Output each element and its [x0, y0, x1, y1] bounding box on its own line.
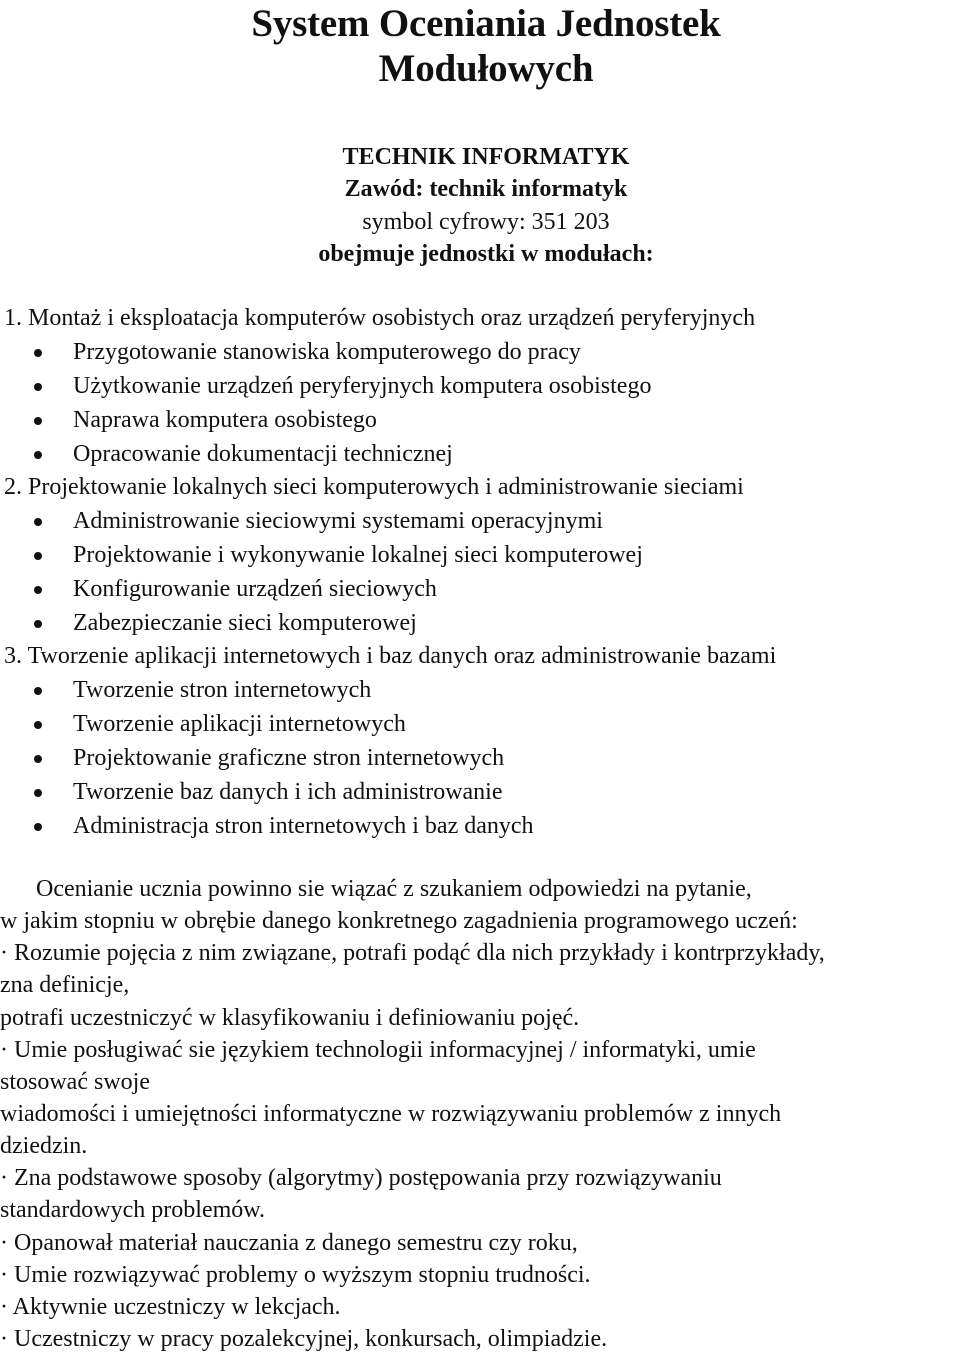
list-item-label: Administrowanie sieciowymi systemami operacyjnymi [73, 508, 603, 534]
bullet-icon [34, 518, 42, 526]
assessment-line: · Rozumie pojęcia z nim związane, potrafi podąć dla nich przykłady i kontrprzykłady, [0, 940, 825, 966]
assessment-line: · Uczestniczy w pracy pozalekcyjnej, konkursach, olimpiadzie. [0, 1326, 608, 1352]
modules-intro: obejmuje jednostki w modułach: [318, 241, 654, 267]
assessment-line: wiadomości i umiejętności informatyczne w rozwiązywaniu problemów z innych [0, 1101, 782, 1127]
bullet-icon [34, 451, 42, 459]
module-title: 1. Montaż i eksploatacja komputerów osobistych oraz urządzeń peryferyjnych [4, 305, 756, 331]
bullet-icon [34, 552, 42, 560]
bullet-icon [34, 417, 42, 425]
assessment-line: zna definicje, [0, 972, 130, 998]
list-item-label: Projektowanie i wykonywanie lokalnej sieci komputerowej [73, 542, 643, 568]
module-title: 2. Projektowanie lokalnych sieci komputerowych i administrowanie sieciami [4, 474, 744, 500]
list-item-label: Użytkowanie urządzeń peryferyjnych komputera osobistego [73, 373, 652, 399]
list-item-label: Tworzenie aplikacji internetowych [73, 711, 406, 737]
bullet-icon [34, 383, 42, 391]
assessment-line: · Zna podstawowe sposoby (algorytmy) postępowania przy rozwiązywaniu [0, 1165, 722, 1191]
document-title-line-2: Modułowych [378, 47, 594, 90]
bullet-icon [34, 823, 42, 831]
list-item-label: Przygotowanie stanowiska komputerowego do pracy [73, 339, 581, 365]
bullet-icon [34, 620, 42, 628]
list-item-label: Konfigurowanie urządzeń sieciowych [73, 576, 437, 602]
assessment-line: · Aktywnie uczestniczy w lekcjach. [0, 1294, 341, 1320]
assessment-line: · Umie rozwiązywać problemy o wyższym stopniu trudności. [0, 1262, 591, 1288]
bullet-icon [34, 586, 42, 594]
bullet-icon [34, 349, 42, 357]
assessment-line: · Umie posługiwać sie językiem technologii informacyjnej / informatyki, umie [0, 1037, 756, 1063]
list-item-label: Naprawa komputera osobistego [73, 407, 377, 433]
bullet-icon [34, 789, 42, 797]
symbol-line: symbol cyfrowy: 351 203 [362, 209, 610, 235]
assessment-line: dziedzin. [0, 1133, 88, 1159]
profession-heading: TECHNIK INFORMATYK [342, 144, 630, 170]
assessment-line: potrafi uczestniczyć w klasyfikowaniu i definiowaniu pojęć. [0, 1005, 580, 1031]
profession-line: Zawód: technik informatyk [344, 176, 628, 202]
module-title: 3. Tworzenie aplikacji internetowych i baz danych oraz administrowanie bazami [4, 643, 777, 669]
list-item-label: Projektowanie graficzne stron internetowych [73, 745, 505, 771]
assessment-line: standardowych problemów. [0, 1197, 266, 1223]
list-item-label: Tworzenie stron internetowych [73, 677, 372, 703]
list-item-label: Opracowanie dokumentacji technicznej [73, 441, 453, 467]
document-title-line-1: System Oceniania Jednostek [251, 2, 721, 45]
bullet-icon [34, 721, 42, 729]
assessment-line: Ocenianie ucznia powinno sie wiązać z szukaniem odpowiedzi na pytanie, [36, 876, 752, 902]
list-item-label: Zabezpieczanie sieci komputerowej [73, 610, 417, 636]
assessment-line: w jakim stopniu w obrębie danego konkretnego zagadnienia programowego uczeń: [0, 908, 798, 934]
assessment-line: · Opanował materiał nauczania z danego semestru czy roku, [0, 1230, 578, 1256]
assessment-line: stosować swoje [0, 1069, 150, 1095]
bullet-icon [34, 755, 42, 763]
list-item-label: Administracja stron internetowych i baz danych [73, 813, 534, 839]
list-item-label: Tworzenie baz danych i ich administrowanie [73, 779, 503, 805]
bullet-icon [34, 687, 42, 695]
